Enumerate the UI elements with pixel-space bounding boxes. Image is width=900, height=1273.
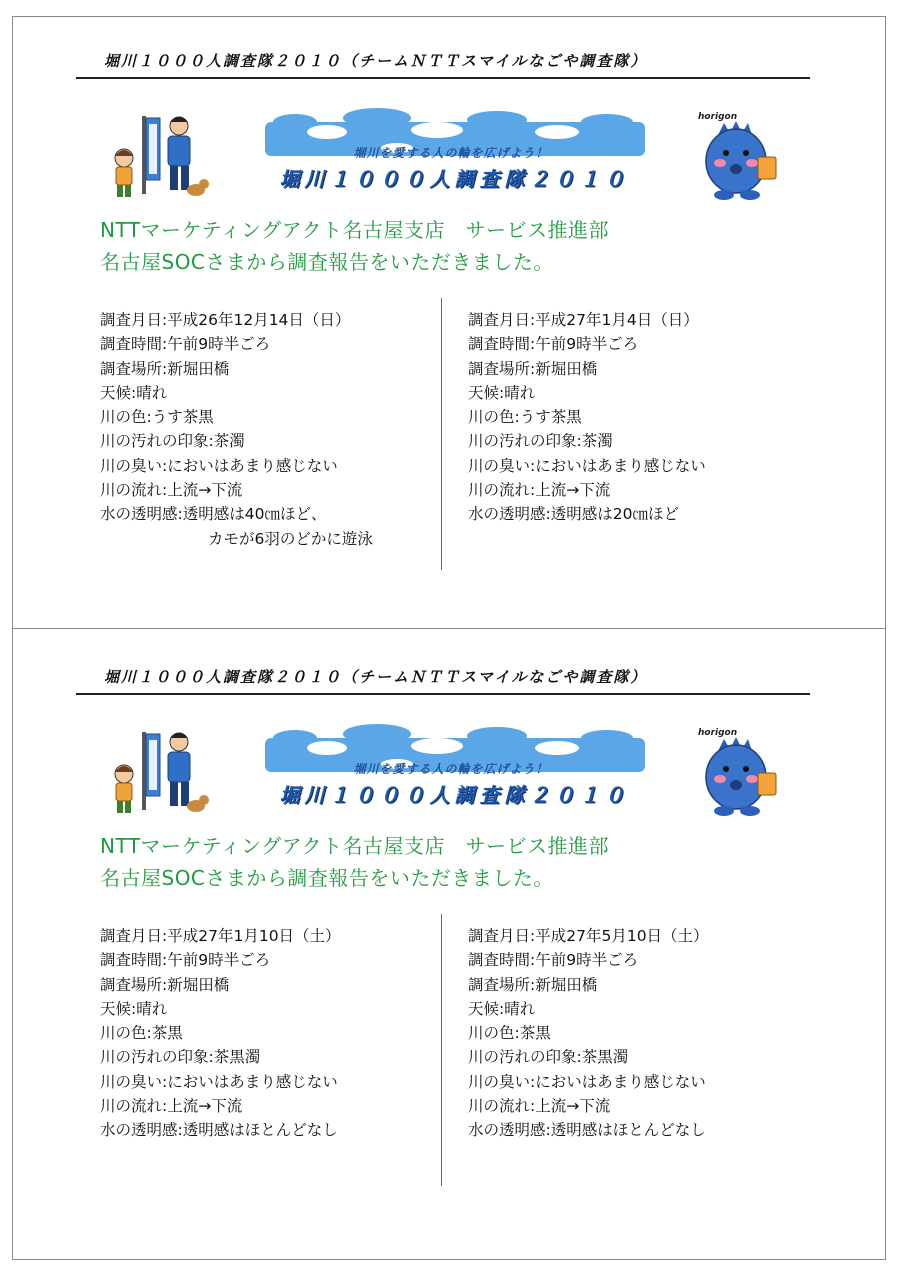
survey-field-label: 調査時間	[100, 335, 163, 354]
field-separator: :	[530, 1097, 536, 1116]
survey-field-value: 透明感はほとんどなし	[550, 1121, 706, 1140]
survey-row	[100, 1045, 341, 1069]
survey-field-value: 平成27年5月10日（土）	[535, 927, 709, 945]
survey-field-label: 川の色	[100, 408, 147, 427]
field-separator: :	[530, 359, 536, 378]
mascot-name: horigon	[698, 728, 738, 738]
survey-field-value: 茶黒	[151, 1024, 183, 1043]
survey-field-value: 茶濁	[213, 432, 245, 451]
survey-row	[468, 308, 706, 332]
field-separator: :	[530, 481, 536, 500]
survey-field-label: 川の流れ	[468, 481, 531, 500]
survey-field-label: 天候	[468, 999, 500, 1018]
field-separator: :	[162, 456, 168, 475]
survey-row	[468, 405, 706, 429]
survey-field-label: 調査月日	[468, 311, 531, 329]
column-divider	[441, 914, 442, 1186]
survey-row	[468, 381, 706, 405]
field-separator: :	[530, 1072, 536, 1091]
survey-row	[100, 924, 341, 948]
survey-field-label: 川の汚れの印象	[100, 1048, 209, 1067]
survey-row	[468, 357, 706, 381]
survey-row	[468, 1118, 709, 1142]
survey-field-label: 調査場所	[468, 975, 531, 994]
field-separator: :	[545, 1121, 551, 1140]
survey-record-left	[100, 924, 341, 1143]
survey-field-value: においはあまり感じない	[167, 1072, 338, 1091]
survey-row	[100, 1094, 341, 1118]
survey-field-label: 調査場所	[100, 359, 163, 378]
horigon-mascot	[690, 721, 800, 821]
survey-field-label: 川の色	[100, 1024, 147, 1043]
field-separator: :	[162, 311, 168, 329]
survey-field-value: 茶濁	[581, 432, 613, 451]
survey-field-label: 川の臭い	[468, 456, 531, 475]
survey-row	[100, 997, 341, 1021]
kids-illustration	[104, 112, 214, 202]
field-separator: :	[131, 383, 137, 402]
survey-field-value: 新堀田橋	[535, 975, 598, 994]
survey-field-value: においはあまり感じない	[535, 456, 706, 475]
survey-row	[100, 948, 341, 972]
survey-field-value: 透明感は20㎝ほど	[550, 505, 679, 524]
banner-title: 堀川１０００人調査隊２０１０	[279, 783, 630, 807]
survey-row	[100, 429, 373, 453]
survey-field-value: 透明感は40㎝ほど、	[182, 505, 327, 524]
survey-field-value: 茶黒濁	[581, 1048, 629, 1067]
survey-record-right	[468, 308, 706, 527]
kids-illustration	[104, 728, 214, 818]
survey-row	[468, 332, 706, 356]
survey-field-value: 平成27年1月10日（土）	[167, 927, 341, 945]
field-separator: :	[208, 432, 214, 451]
survey-row	[100, 308, 373, 332]
survey-row	[468, 478, 706, 502]
survey-row	[468, 948, 709, 972]
field-separator: :	[162, 951, 168, 970]
banner	[257, 108, 652, 198]
survey-row	[100, 1118, 341, 1142]
survey-row	[100, 973, 341, 997]
survey-field-value: 新堀田橋	[167, 359, 230, 378]
survey-field-value: 透明感はほとんどなし	[182, 1121, 338, 1140]
survey-field-label: 川の汚れの印象	[468, 1048, 577, 1067]
field-separator: :	[530, 311, 536, 329]
survey-field-value: 午前9時半ごろ	[535, 335, 639, 354]
survey-field-label: 川の臭い	[468, 1072, 531, 1091]
horigon-mascot	[690, 105, 800, 205]
survey-row	[468, 454, 706, 478]
survey-row	[100, 454, 373, 478]
survey-row	[468, 973, 709, 997]
survey-field-value: においはあまり感じない	[167, 456, 338, 475]
report-card	[12, 616, 886, 1228]
survey-field-value: 茶黒濁	[213, 1048, 261, 1067]
survey-field-value: 平成27年1月4日（日）	[535, 311, 699, 329]
survey-field-label: 川の汚れの印象	[100, 432, 209, 451]
survey-field-label: 川の流れ	[100, 481, 163, 500]
header-rule	[76, 77, 810, 79]
org-line: NTTマーケティングアクト名古屋支店 サービス推進部	[100, 218, 610, 242]
survey-field-label: 川の汚れの印象	[468, 432, 577, 451]
report-header: 堀川１０００人調査隊２０１０（チームＮＴＴスマイルなごや調査隊）	[104, 668, 648, 686]
survey-row	[100, 1070, 341, 1094]
field-separator: :	[530, 335, 536, 354]
survey-row	[100, 357, 373, 381]
survey-field-value: 上流→下流	[535, 481, 611, 500]
field-separator: :	[208, 1048, 214, 1067]
org-statement	[100, 830, 609, 894]
field-separator: :	[530, 951, 536, 970]
field-separator: :	[499, 999, 505, 1018]
survey-field-value: 茶黒	[519, 1024, 551, 1043]
survey-field-value: 午前9時半ごろ	[167, 335, 271, 354]
survey-field-label: 調査場所	[100, 975, 163, 994]
field-separator: :	[162, 1097, 168, 1116]
survey-row	[468, 1021, 709, 1045]
survey-field-label: 水の透明感	[100, 1121, 178, 1140]
header-rule	[76, 693, 810, 695]
survey-field-label: 水の透明感	[468, 505, 546, 524]
survey-row	[468, 429, 706, 453]
survey-field-label: 調査時間	[100, 951, 163, 970]
field-separator: :	[162, 927, 168, 945]
survey-field-label: 水の透明感	[100, 505, 178, 524]
survey-field-label: 調査月日	[100, 311, 163, 329]
survey-field-value: 上流→下流	[167, 481, 243, 500]
org-line: 名古屋SOCさまから調査報告をいただきました。	[100, 866, 554, 890]
survey-field-value: 晴れ	[136, 383, 168, 402]
survey-field-value: 平成26年12月14日（日）	[167, 311, 351, 329]
survey-field-label: 川の色	[468, 1024, 515, 1043]
survey-field-label: 天候	[100, 999, 132, 1018]
survey-field-label: 天候	[468, 383, 500, 402]
survey-record-right	[468, 924, 709, 1143]
mascot-name: horigon	[698, 112, 738, 122]
survey-row	[100, 502, 373, 526]
survey-row	[468, 997, 709, 1021]
survey-row	[100, 405, 373, 429]
survey-note: カモが6羽のどかに遊泳	[208, 529, 373, 548]
survey-field-label: 川の臭い	[100, 456, 163, 475]
survey-field-label: 調査月日	[100, 927, 163, 945]
survey-field-label: 川の色	[468, 408, 515, 427]
banner-slogan: 堀川を愛する人の輪を広げよう！	[353, 146, 549, 160]
field-separator: :	[177, 505, 183, 524]
survey-row	[100, 1021, 341, 1045]
survey-field-value: 晴れ	[504, 383, 536, 402]
survey-row	[468, 1045, 709, 1069]
survey-field-label: 調査時間	[468, 335, 531, 354]
survey-field-label: 天候	[100, 383, 132, 402]
report-header: 堀川１０００人調査隊２０１０（チームＮＴＴスマイルなごや調査隊）	[104, 52, 648, 70]
field-separator: :	[131, 999, 137, 1018]
field-separator: :	[162, 1072, 168, 1091]
field-separator: :	[514, 408, 520, 427]
survey-field-label: 調査場所	[468, 359, 531, 378]
survey-row	[468, 502, 706, 526]
field-separator: :	[514, 1024, 520, 1043]
survey-row	[100, 478, 373, 502]
survey-row	[100, 381, 373, 405]
field-separator: :	[162, 481, 168, 500]
survey-field-label: 川の流れ	[100, 1097, 163, 1116]
banner-slogan: 堀川を愛する人の輪を広げよう！	[353, 762, 549, 776]
banner-title: 堀川１０００人調査隊２０１０	[279, 167, 630, 191]
banner	[257, 724, 652, 814]
report-card	[12, 0, 886, 612]
field-separator: :	[576, 432, 582, 451]
survey-field-label: 調査月日	[468, 927, 531, 945]
field-separator: :	[162, 359, 168, 378]
field-separator: :	[545, 505, 551, 524]
survey-field-label: 水の透明感	[468, 1121, 546, 1140]
survey-field-value: 上流→下流	[167, 1097, 243, 1116]
field-separator: :	[177, 1121, 183, 1140]
survey-row	[468, 1094, 709, 1118]
survey-field-label: 川の臭い	[100, 1072, 163, 1091]
field-separator: :	[499, 383, 505, 402]
org-statement	[100, 214, 609, 278]
field-separator: :	[530, 927, 536, 945]
survey-field-value: 晴れ	[136, 999, 168, 1018]
field-separator: :	[530, 975, 536, 994]
survey-row	[468, 1070, 709, 1094]
survey-field-value: 午前9時半ごろ	[535, 951, 639, 970]
field-separator: :	[162, 975, 168, 994]
survey-row	[100, 332, 373, 356]
field-separator: :	[576, 1048, 582, 1067]
survey-field-value: 新堀田橋	[167, 975, 230, 994]
survey-field-value: 上流→下流	[535, 1097, 611, 1116]
survey-field-value: うす茶黒	[151, 408, 214, 427]
survey-field-value: うす茶黒	[519, 408, 582, 427]
field-separator: :	[146, 408, 152, 427]
survey-field-label: 調査時間	[468, 951, 531, 970]
survey-field-value: 晴れ	[504, 999, 536, 1018]
field-separator: :	[146, 1024, 152, 1043]
survey-record-left	[100, 308, 373, 551]
field-separator: :	[530, 456, 536, 475]
survey-field-value: 新堀田橋	[535, 359, 598, 378]
survey-field-value: 午前9時半ごろ	[167, 951, 271, 970]
survey-field-value: においはあまり感じない	[535, 1072, 706, 1091]
survey-row	[468, 924, 709, 948]
column-divider	[441, 298, 442, 570]
org-line: 名古屋SOCさまから調査報告をいただきました。	[100, 250, 554, 274]
field-separator: :	[162, 335, 168, 354]
survey-field-label: 川の流れ	[468, 1097, 531, 1116]
org-line: NTTマーケティングアクト名古屋支店 サービス推進部	[100, 834, 610, 858]
